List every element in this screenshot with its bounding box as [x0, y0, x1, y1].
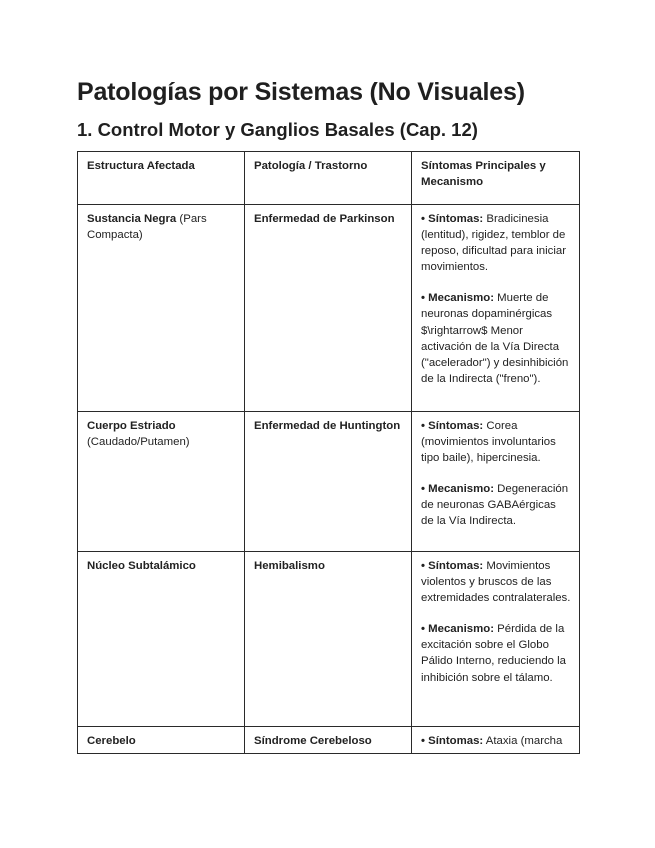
mechanism-label: • Mecanismo: [421, 623, 494, 636]
pathology-cell: Hemibalismo [245, 552, 412, 727]
structure-name: Núcleo Subtalámico [87, 560, 196, 572]
pathology-table [77, 151, 580, 754]
mechanism-text: Pérdida de la excitación sobre el Globo Pálido Interno, reduciendo la inhibición sobre el tálamo. [421, 623, 567, 684]
symptoms-label: • Síntomas: [421, 735, 484, 747]
header-pathology: Patología / Trastorno [245, 152, 412, 205]
header-structure: Estructura Afectada [78, 152, 245, 205]
pathology-cell: Enfermedad de Parkinson [245, 205, 412, 412]
mechanism-paragraph [421, 621, 571, 685]
structure-cell [78, 412, 245, 552]
symptoms-cell [412, 727, 580, 754]
structure-name: Cerebelo [87, 735, 136, 747]
table-header-row [78, 152, 580, 205]
table-row [78, 552, 580, 727]
mechanism-paragraph [421, 290, 571, 387]
symptoms-paragraph [421, 558, 571, 606]
symptoms-text: Ataxia (marcha [483, 735, 563, 747]
symptoms-cell [412, 205, 580, 412]
symptoms-label: • Síntomas: [421, 213, 484, 225]
symptoms-label: • Síntomas: [421, 420, 484, 432]
table-row [78, 727, 580, 754]
table-row [78, 205, 580, 412]
symptoms-text: Movimientos violentos y bruscos de las extremidades contralaterales. [421, 560, 571, 605]
pathology-cell: Síndrome Cerebeloso [245, 727, 412, 754]
symptoms-paragraph [421, 211, 571, 275]
structure-name: Cuerpo Estriado [87, 420, 176, 432]
symptoms-cell [412, 412, 580, 552]
structure-cell [78, 727, 245, 754]
table-row [78, 412, 580, 552]
symptoms-label: • Síntomas: [421, 560, 484, 572]
symptoms-cell [412, 552, 580, 727]
page-title: Patologías por Sistemas (No Visuales) [77, 78, 525, 106]
symptoms-text: Bradicinesia (lentitud), rigidez, temblor de reposo, dificultad para iniciar movimientos. [421, 213, 566, 274]
mechanism-label: • Mecanismo: [421, 483, 494, 496]
document-page [77, 76, 579, 747]
section-heading: 1. Control Motor y Ganglios Basales (Cap. 12) [77, 119, 478, 140]
structure-cell [78, 552, 245, 727]
structure-cell [78, 205, 245, 412]
structure-name: Sustancia Negra [87, 213, 177, 225]
structure-detail: (Pars Compacta) [87, 213, 207, 242]
mechanism-paragraph [421, 481, 571, 529]
header-symptoms: Síntomas Principales y Mecanismo [412, 152, 580, 205]
mechanism-label: • Mecanismo: [421, 292, 494, 305]
symptoms-text: Corea (movimientos involuntarios tipo baile), hipercinesia. [421, 420, 556, 465]
structure-detail: (Caudado/Putamen) [87, 436, 190, 449]
mechanism-text: Muerte de neuronas dopaminérgicas $\rightarrow$ Menor activación de la Vía Directa ("acelerador") y desinhibición de la Indirecta ("freno"). [421, 292, 569, 385]
symptoms-paragraph [421, 418, 571, 466]
pathology-cell: Enfermedad de Huntington [245, 412, 412, 552]
mechanism-text: Degeneración de neuronas GABAérgicas de la Vía Indirecta. [421, 483, 569, 528]
